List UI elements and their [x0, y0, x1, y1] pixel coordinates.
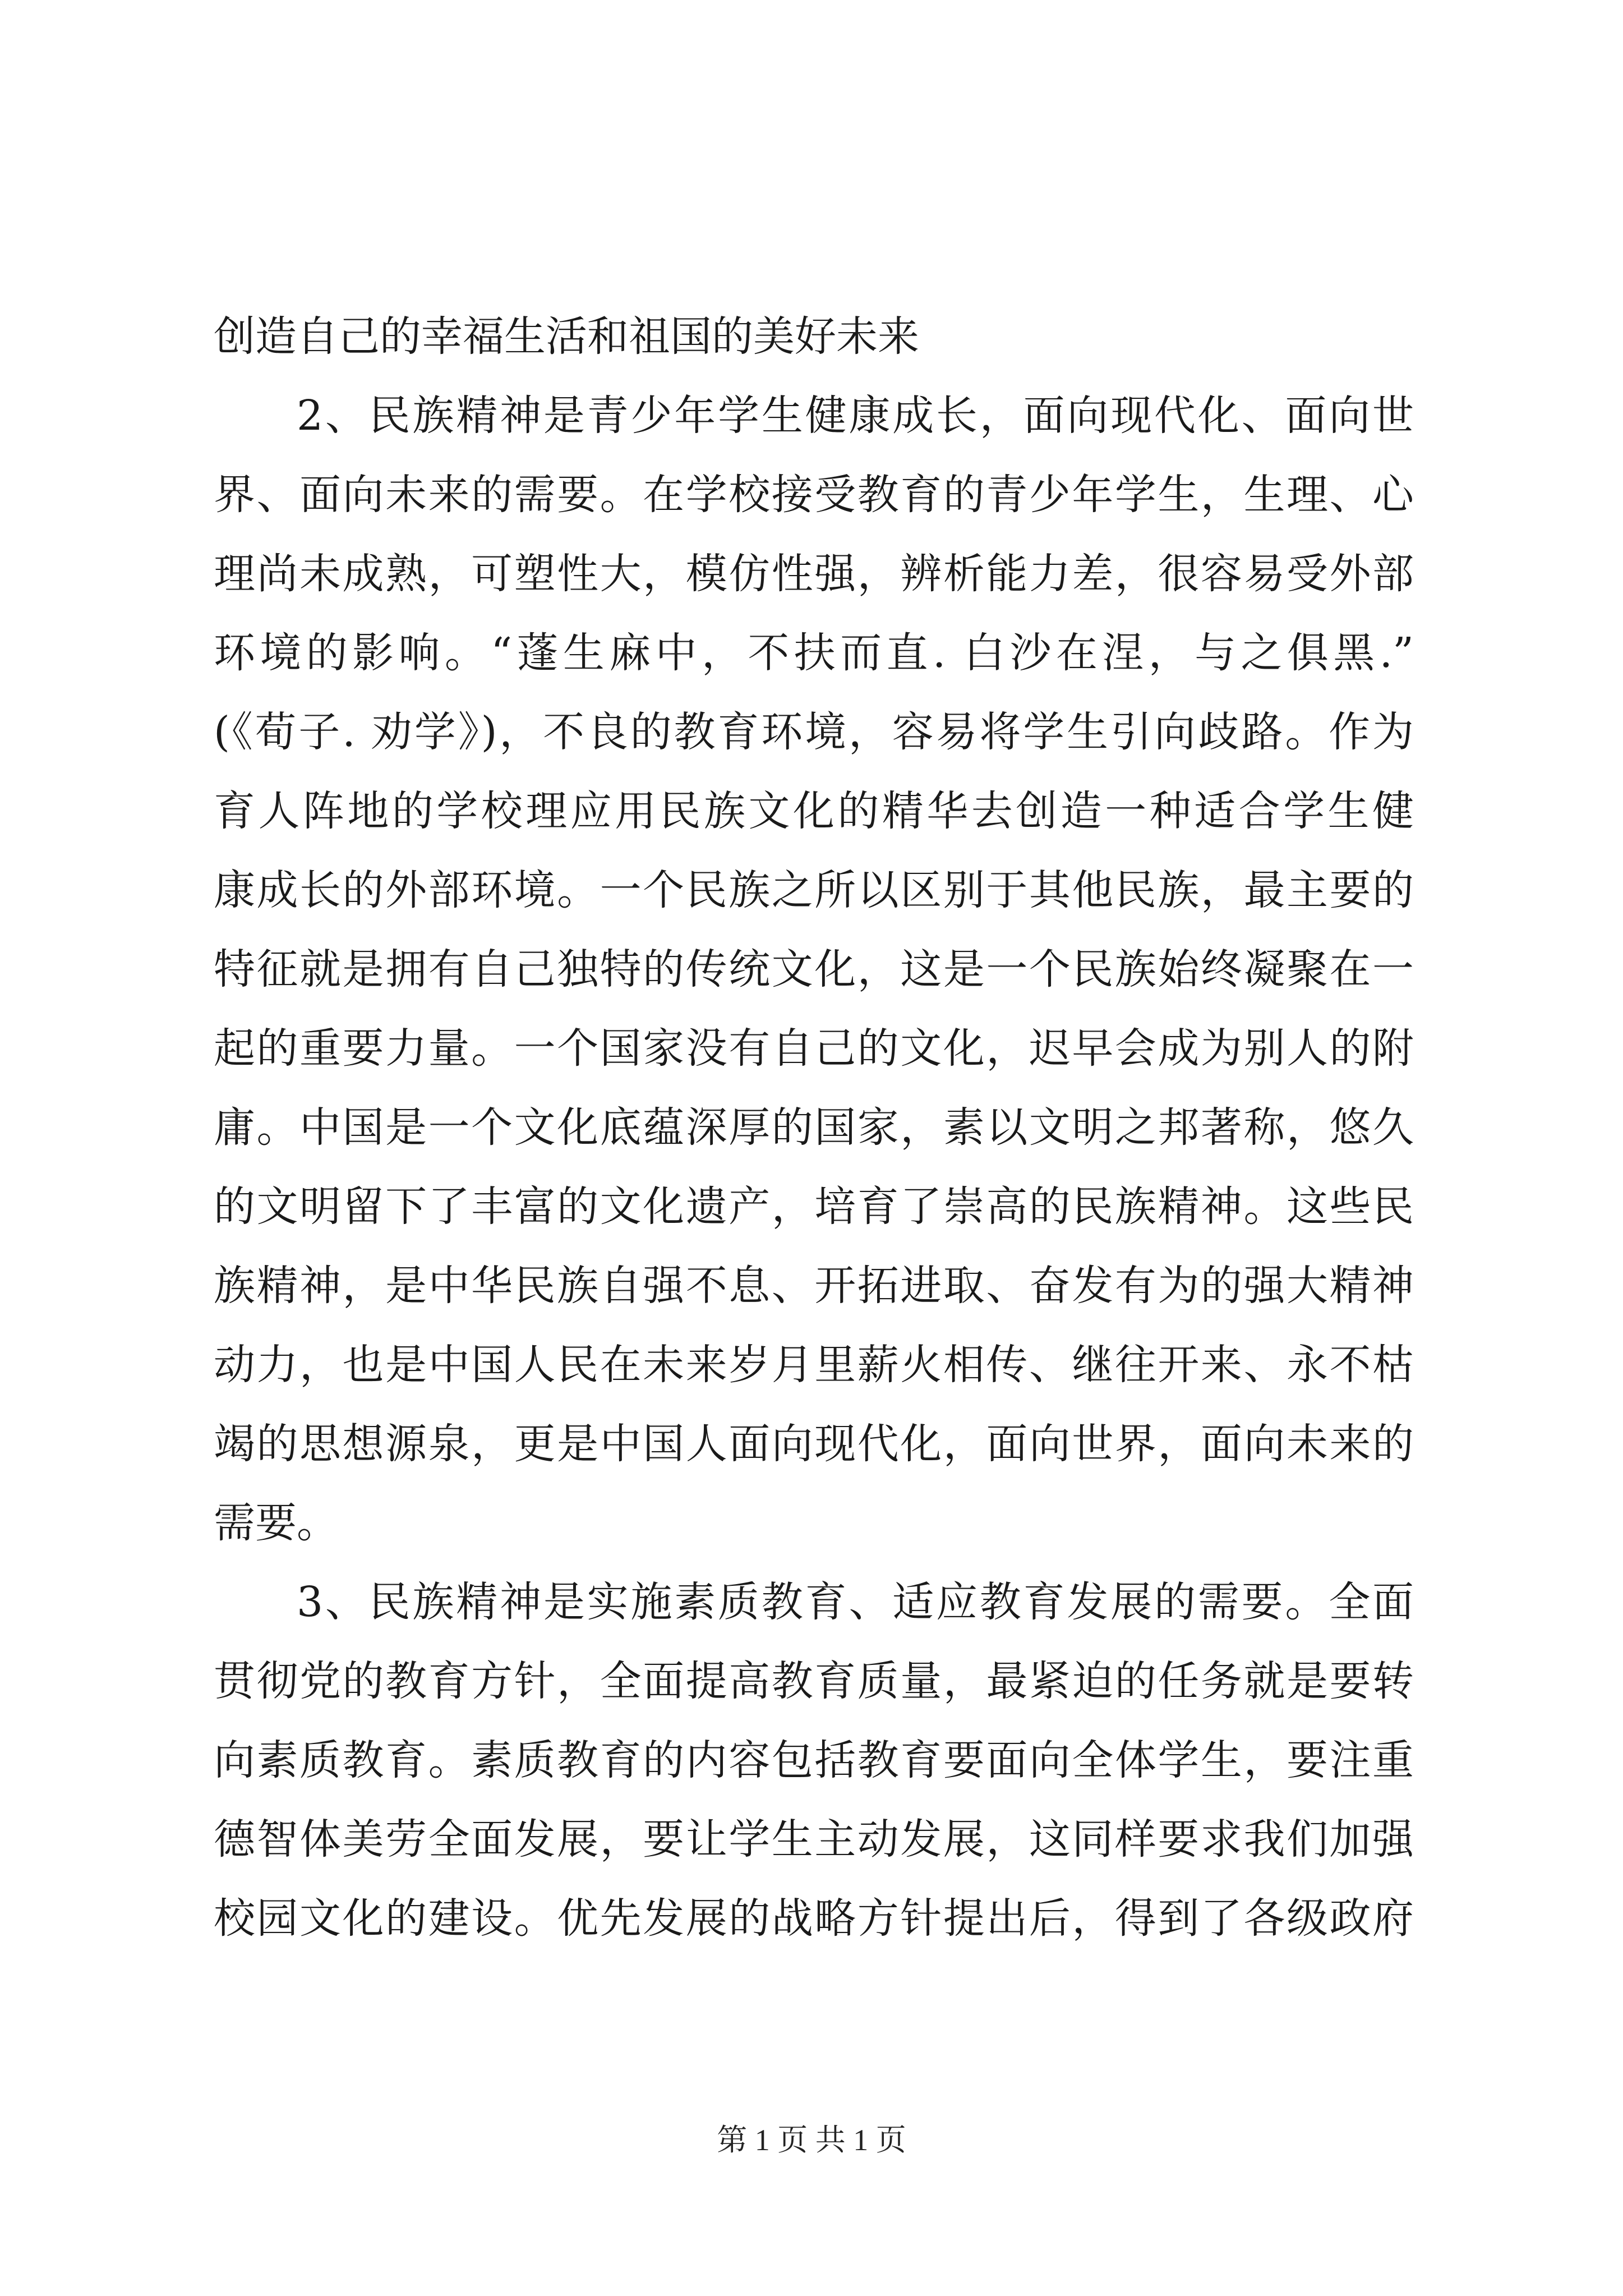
text-line: 竭的思想源泉，更是中国人面向现代化，面向世界，面向未来的	[214, 1420, 1414, 1468]
text-line: 育人阵地的学校理应用民族文化的精华去创造一种适合学生健	[214, 787, 1414, 835]
text-line: 动力，也是中国人民在未来岁月里薪火相传、继往开来、永不枯	[214, 1341, 1414, 1389]
text-line: 康成长的外部环境。一个民族之所以区别于其他民族，最主要的	[214, 866, 1414, 914]
text-line: 族精神，是中华民族自强不息、开拓进取、奋发有为的强大精神	[214, 1262, 1414, 1310]
text-line: 向素质教育。素质教育的内容包括教育要面向全体学生，要注重	[214, 1736, 1414, 1784]
page-number-footer: 第 1 页 共 1 页	[717, 2123, 906, 2157]
document-body	[214, 297, 1414, 1958]
text-line: 贯彻党的教育方针，全面提高教育质量，最紧迫的任务就是要转	[214, 1657, 1414, 1705]
text-line: 需要。	[214, 1499, 338, 1547]
text-line: 庸。中国是一个文化底蕴深厚的国家，素以文明之邦著称，悠久	[214, 1103, 1414, 1152]
text-line: 3、民族精神是实施素质教育、适应教育发展的需要。全面	[297, 1578, 1414, 1626]
text-line: (《荀子. 劝学》)，不良的教育环境，容易将学生引向歧路。作为	[214, 708, 1414, 756]
text-line: 理尚未成熟，可塑性大，模仿性强，辨析能力差，很容易受外部	[214, 550, 1414, 598]
text-line: 特征就是拥有自己独特的传统文化，这是一个民族始终凝聚在一	[214, 945, 1414, 993]
text-line: 界、面向未来的需要。在学校接受教育的青少年学生，生理、心	[214, 471, 1414, 519]
text-line: 环境的影响。“蓬生麻中，不扶而直. 白沙在涅，与之俱黑.”	[214, 629, 1414, 677]
text-line: 起的重要力量。一个国家没有自己的文化，迟早会成为别人的附	[214, 1024, 1414, 1073]
text-line: 创造自己的幸福生活和祖国的美好未来	[214, 312, 919, 361]
text-line: 校园文化的建设。优先发展的战略方针提出后，得到了各级政府	[214, 1894, 1414, 1943]
text-line: 的文明留下了丰富的文化遗产，培育了崇高的民族精神。这些民	[214, 1182, 1414, 1231]
text-line: 2、民族精神是青少年学生健康成长，面向现代化、面向世	[297, 392, 1414, 440]
text-line: 德智体美劳全面发展，要让学生主动发展，这同样要求我们加强	[214, 1815, 1414, 1864]
